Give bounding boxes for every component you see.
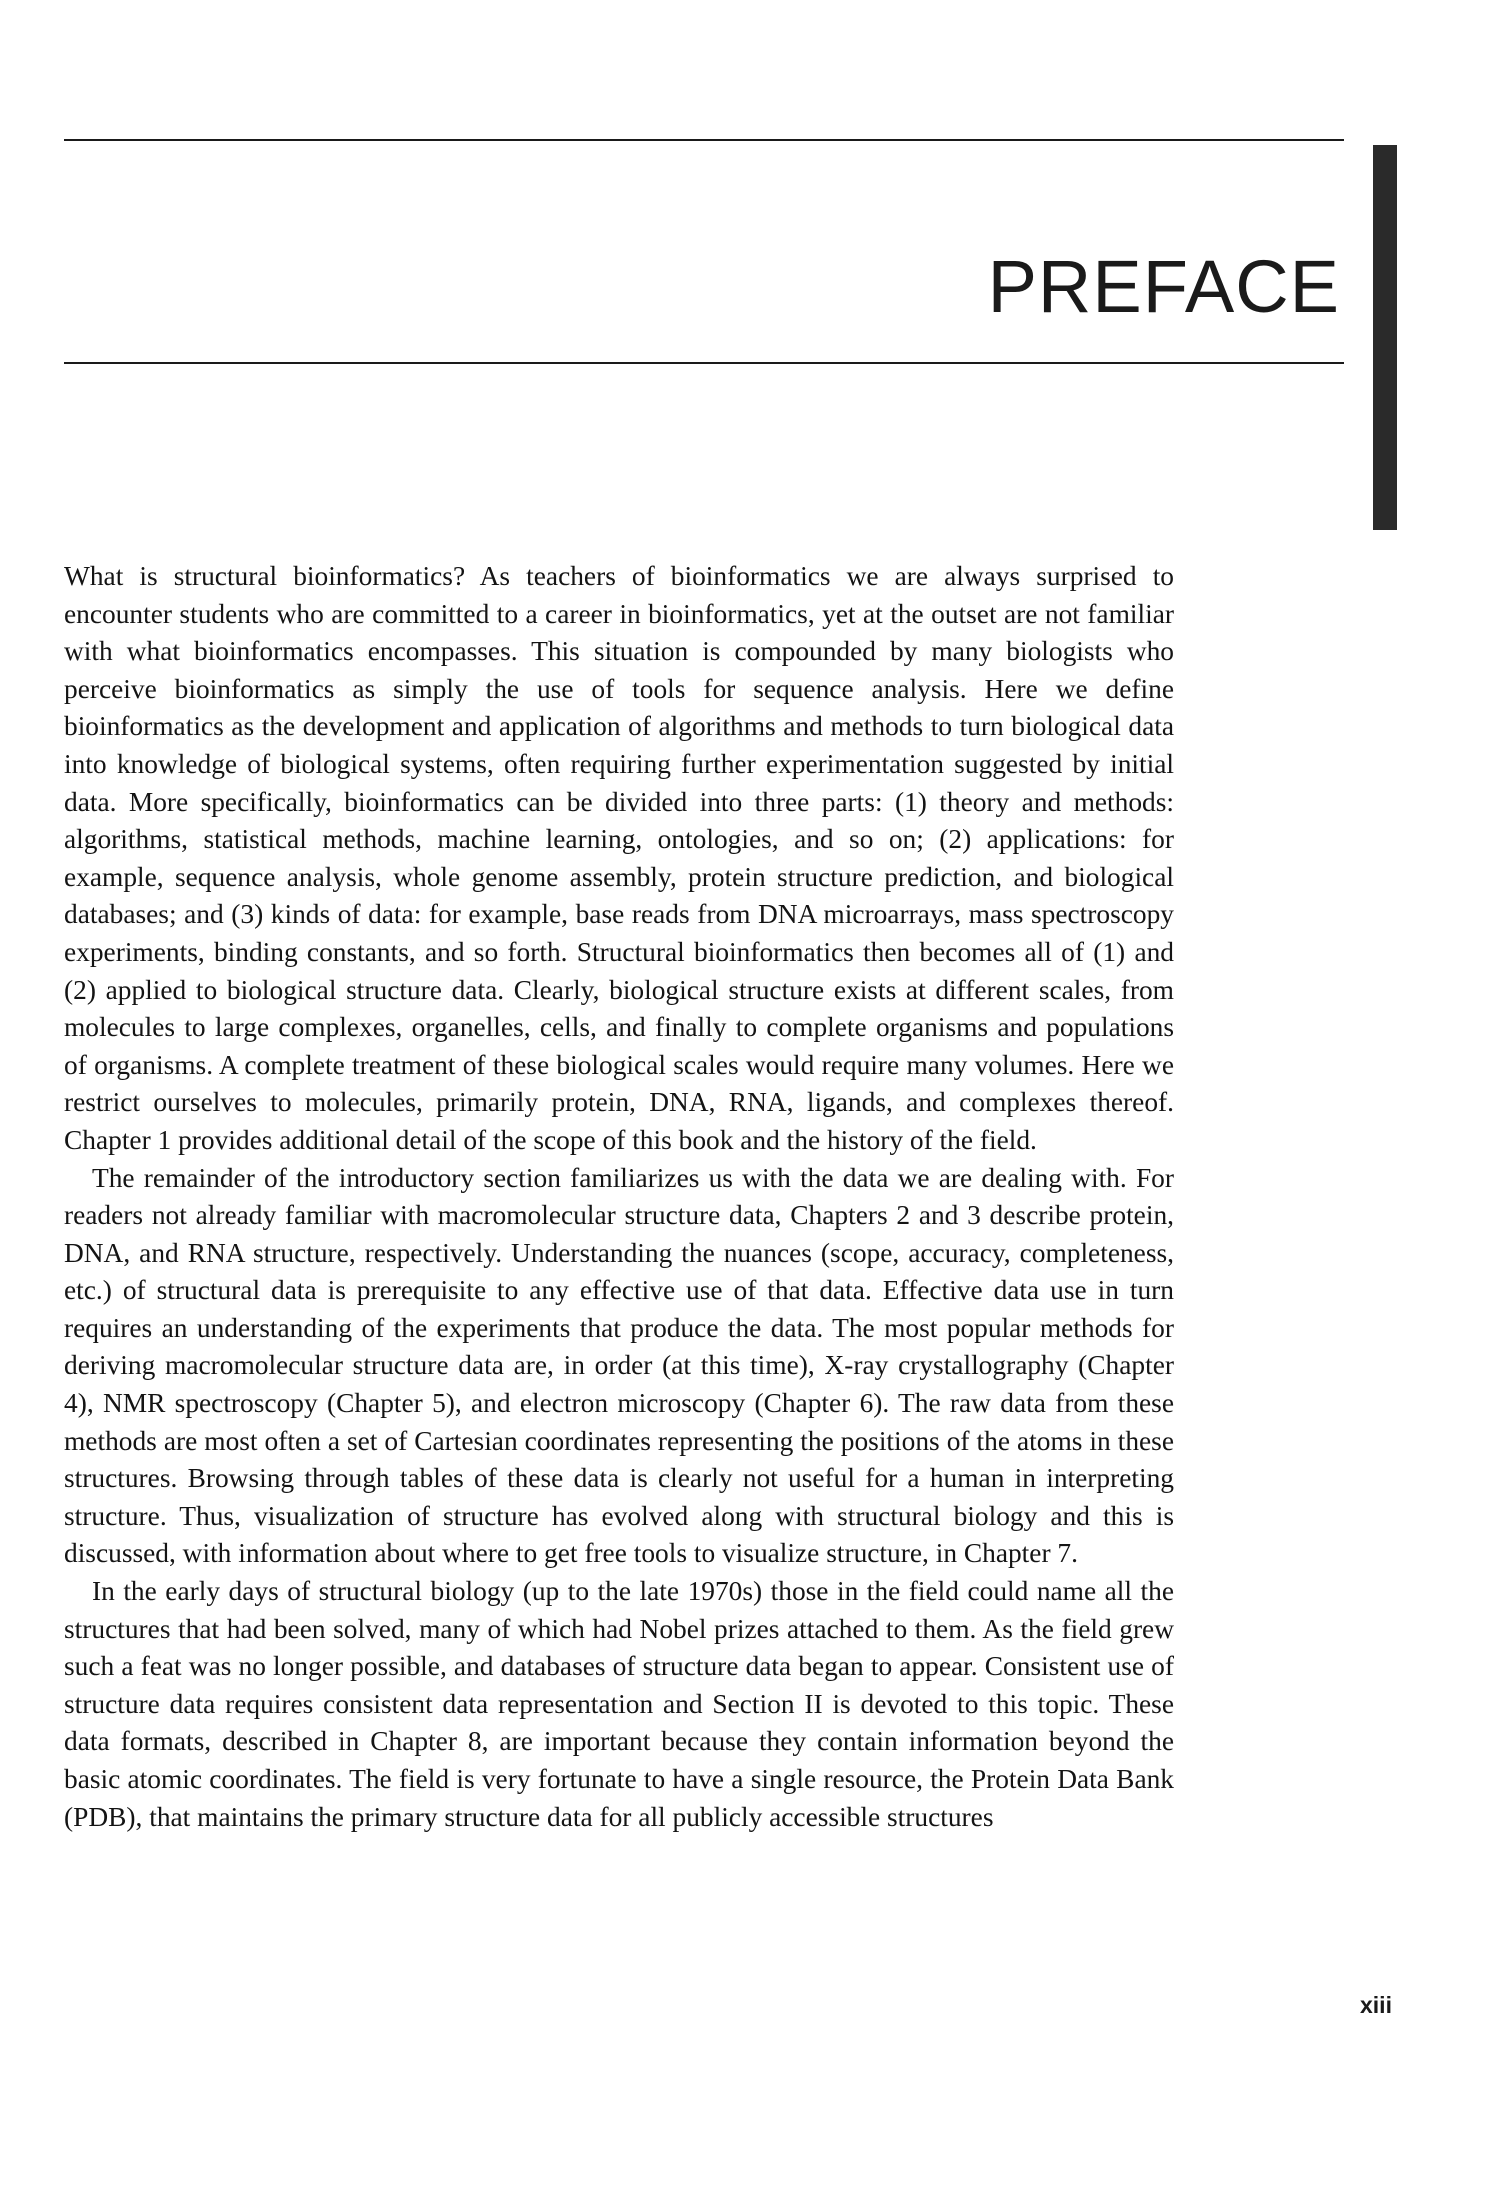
thumb-tab-marker — [1373, 145, 1397, 530]
body-text — [64, 558, 1174, 1836]
paragraph-1: What is structural bioinformatics? As teachers of bioinformatics we are always surprised to encounter students who are committed to a career in bioinformatics, yet at the outset are not familiar with what bioinformatics encompasses. This situation is compounded by many biologists who perceive bioinformatics as simply the use of tools for sequence analysis. Here we define bioinformatics as the development and application of algorithms and methods to turn biological data into knowledge of biological systems, often requiring further experimentation suggested by initial data. More specifically, bioinformatics can be divided into three parts: (1) theory and methods: algorithms, statistical methods, machine learning, ontologies, and so on; (2) applications: for example, sequence analysis, whole genome assembly, protein structure prediction, and biological databases; and (3) kinds of data: for example, base reads from DNA microarrays, mass spectroscopy experiments, binding constants, and so forth. Structural bioinformatics then becomes all of (1) and (2) applied to biological structure data. Clearly, biological structure exists at different scales, from molecules to large complexes, organelles, cells, and finally to complete organisms and populations of organisms. A complete treatment of these biological scales would require many volumes. Here we restrict ourselves to molecules, primarily protein, DNA, RNA, ligands, and complexes thereof. Chapter 1 provides additional detail of the scope of this book and the history of the field. — [64, 561, 1174, 1155]
page-number: xiii — [1360, 1992, 1392, 2018]
paragraph-3: In the early days of structural biology (up to the late 1970s) those in the field could name all the structures that had been solved, many of which had Nobel prizes attached to them. As the field grew such a feat was no longer possible, and databases of structure data began to appear. Consistent use of structure data requires consistent data representation and Section II is devoted to this topic. These data formats, described in Chapter 8, are important because they contain information beyond the basic atomic coordinates. The field is very fortunate to have a single resource, the Protein Data Bank (PDB), that maintains the primary structure data for all publicly accessible structures — [64, 1576, 1174, 1832]
top-rule — [64, 139, 1344, 141]
paragraph-2: The remainder of the introductory section familiarizes us with the data we are dealing with. For readers not already familiar with macromolecular structure data, Chapters 2 and 3 describe protein, DNA, and RNA structure, respectively. Understanding the nuances (scope, accuracy, completeness, etc.) of structural data is prerequisite to any effective use of that data. Effective data use in turn requires an understanding of the experiments that produce the data. The most popular methods for deriving macromolecular structure data are, in order (at this time), X-ray crystallography (Chapter 4), NMR spectroscopy (Chapter 5), and electron microscopy (Chapter 6). The raw data from these methods are most often a set of Cartesian coordinates representing the positions of the atoms in these structures. Browsing through tables of these data is clearly not useful for a human in interpreting structure. Thus, visualization of structure has evolved along with structural biology and this is discussed, with information about where to get free tools to visualize structure, in Chapter 7. — [64, 1162, 1174, 1569]
bottom-rule — [64, 362, 1344, 364]
chapter-title: PREFACE — [987, 245, 1340, 328]
